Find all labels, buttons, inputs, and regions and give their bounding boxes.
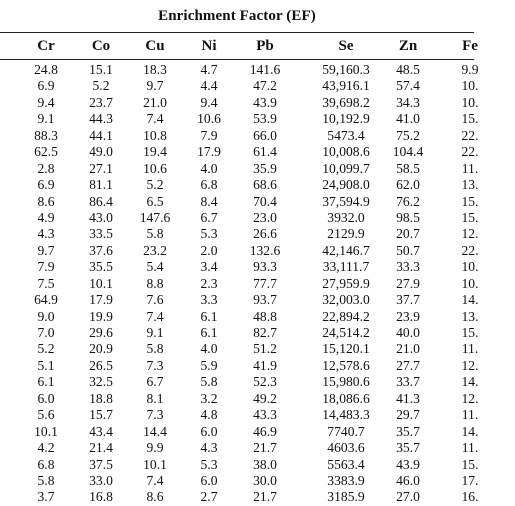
- cell-zn: 48.5: [396, 62, 420, 77]
- cell-se: 2129.9: [327, 226, 365, 242]
- cell-co: 18.8: [89, 390, 113, 406]
- cell-se: 37,594.9: [322, 193, 370, 209]
- cell-ni: 3.4: [200, 259, 218, 275]
- cell-zn: 37.7: [396, 292, 420, 308]
- cell-cr: 10.1: [34, 423, 58, 439]
- cell-se: 5563.4: [327, 456, 365, 472]
- cell-cu: 19.4: [143, 144, 167, 160]
- cell-cu: 5.8: [146, 341, 164, 357]
- cell-fe: 14.: [461, 374, 479, 390]
- table-row: [0, 423, 479, 440]
- cell-co: 15.1: [89, 62, 113, 77]
- cell-cu: 8.8: [146, 275, 164, 291]
- cell-pb: 35.9: [253, 160, 277, 176]
- cell-ni: 5.9: [200, 357, 218, 373]
- cell-zn: 21.0: [396, 341, 420, 357]
- cell-pb: 51.2: [253, 341, 277, 357]
- cell-se: 3185.9: [327, 489, 365, 505]
- cell-fe: 12.: [461, 390, 479, 406]
- cell-zn: 41.0: [396, 111, 420, 127]
- cell-cr: 4.9: [37, 209, 55, 225]
- table-row: [0, 407, 479, 423]
- cell-zn: 76.2: [396, 193, 420, 209]
- cell-fe: 16.: [461, 489, 479, 505]
- cell-co: 5.2: [92, 78, 110, 94]
- cell-cu: 10.1: [143, 456, 167, 472]
- cell-pb: 49.2: [253, 390, 277, 406]
- cell-ni: 5.3: [200, 456, 218, 472]
- cell-fe: 15.: [461, 325, 479, 340]
- cell-cu: 7.4: [146, 111, 164, 127]
- cell-pb: 41.9: [253, 357, 277, 373]
- cell-cr: 9.4: [37, 94, 55, 110]
- cell-co: 16.8: [89, 489, 113, 505]
- table-row: [0, 472, 479, 489]
- cell-ni: 6.0: [200, 423, 218, 439]
- cell-pb: 43.9: [253, 94, 277, 110]
- cell-cu: 147.6: [139, 209, 171, 225]
- cell-se: 7740.7: [327, 423, 365, 439]
- cell-zn: 75.2: [396, 127, 420, 143]
- column-header-ni: Ni: [201, 38, 217, 54]
- cell-zn: 50.7: [396, 242, 420, 258]
- cell-cu: 7.6: [146, 292, 164, 308]
- table-row: [0, 78, 479, 94]
- cell-pb: 43.3: [253, 407, 277, 423]
- cell-fe: 9.9: [461, 62, 479, 77]
- cell-co: 37.6: [89, 242, 113, 258]
- cell-cr: 7.0: [37, 325, 55, 340]
- table-row: [0, 177, 479, 193]
- cell-se: 22,894.2: [322, 308, 370, 324]
- cell-cu: 5.2: [146, 177, 164, 193]
- cell-fe: 13.: [461, 308, 479, 324]
- cell-fe: 10.: [461, 78, 479, 94]
- table-row: [0, 259, 479, 275]
- cell-cr: 88.3: [34, 127, 58, 143]
- cell-pb: 46.9: [253, 423, 277, 439]
- cell-se: 24,908.0: [322, 177, 370, 193]
- cell-fe: 11.: [461, 341, 479, 357]
- cell-zn: 40.0: [396, 325, 420, 340]
- cell-co: 17.9: [89, 292, 113, 308]
- cell-se: 10,192.9: [322, 111, 370, 127]
- column-header-zn: Zn: [398, 38, 418, 54]
- cell-se: 59,160.3: [322, 62, 370, 77]
- cell-se: 27,959.9: [322, 275, 370, 291]
- cell-ni: 9.4: [200, 94, 218, 110]
- column-header-cr: Cr: [37, 38, 55, 54]
- cell-cu: 9.1: [146, 325, 164, 340]
- cell-se: 4603.6: [327, 440, 365, 456]
- cell-pb: 82.7: [253, 325, 277, 340]
- cell-cu: 9.7: [146, 78, 164, 94]
- cell-cr: 5.8: [37, 472, 55, 488]
- cell-ni: 6.1: [200, 308, 218, 324]
- cell-co: 10.1: [89, 275, 113, 291]
- cell-se: 42,146.7: [322, 242, 370, 258]
- cell-zn: 27.0: [396, 489, 420, 505]
- cell-cr: 6.0: [37, 390, 55, 406]
- cell-ni: 4.3: [200, 440, 218, 456]
- table-row: [0, 226, 479, 242]
- cell-pb: 23.0: [253, 209, 277, 225]
- cell-cu: 14.4: [143, 423, 167, 439]
- cell-fe: 11.: [461, 440, 479, 456]
- cell-co: 21.4: [89, 440, 113, 456]
- cell-zn: 27.7: [396, 357, 420, 373]
- cell-zn: 27.9: [396, 275, 420, 291]
- cell-cr: 4.2: [37, 440, 55, 456]
- cell-cu: 10.6: [143, 160, 167, 176]
- cell-cu: 5.4: [146, 259, 164, 275]
- cell-pb: 30.0: [253, 472, 277, 488]
- cell-se: 15,120.1: [322, 341, 370, 357]
- cell-fe: 12.: [461, 357, 479, 373]
- cell-co: 43.0: [89, 209, 113, 225]
- cell-ni: 2.3: [200, 275, 218, 291]
- cell-cu: 10.8: [143, 127, 167, 143]
- table-row: [0, 242, 479, 259]
- cell-co: 86.4: [89, 193, 113, 209]
- cell-zn: 43.9: [396, 456, 420, 472]
- table-body: [0, 62, 479, 506]
- cell-zn: 62.0: [396, 177, 420, 193]
- cell-cr: 9.1: [37, 111, 55, 127]
- cell-zn: 98.5: [396, 209, 420, 225]
- cell-pb: 132.6: [249, 242, 281, 258]
- cell-cu: 7.4: [146, 308, 164, 324]
- table-row: [0, 374, 479, 390]
- table-row: [0, 440, 479, 456]
- cell-co: 49.0: [89, 144, 113, 160]
- cell-fe: 14.: [461, 292, 479, 308]
- cell-cu: 5.8: [146, 226, 164, 242]
- cell-se: 5473.4: [327, 127, 365, 143]
- cell-cu: 7.3: [146, 357, 164, 373]
- cell-ni: 3.3: [200, 292, 218, 308]
- table-row: [0, 325, 479, 341]
- cell-se: 12,578.6: [322, 357, 370, 373]
- table-row: [0, 144, 479, 160]
- cell-co: 35.5: [89, 259, 113, 275]
- table-row: [0, 62, 479, 78]
- cell-pb: 141.6: [249, 62, 281, 77]
- cell-fe: 15.: [461, 111, 479, 127]
- cell-zn: 57.4: [396, 78, 420, 94]
- cell-pb: 21.7: [253, 440, 277, 456]
- cell-ni: 6.0: [200, 472, 218, 488]
- cell-co: 20.9: [89, 341, 113, 357]
- cell-zn: 41.3: [396, 390, 420, 406]
- cell-fe: 12.: [461, 226, 479, 242]
- cell-cr: 8.6: [37, 193, 55, 209]
- cell-co: 44.3: [89, 111, 113, 127]
- cell-cr: 5.6: [37, 407, 55, 423]
- cell-fe: 22.: [461, 242, 479, 258]
- cell-co: 33.5: [89, 226, 113, 242]
- table-row: [0, 341, 479, 357]
- cell-pb: 61.4: [253, 144, 277, 160]
- cell-ni: 4.8: [200, 407, 218, 423]
- cell-co: 15.7: [89, 407, 113, 423]
- cell-cr: 7.9: [37, 259, 55, 275]
- cell-cr: 3.7: [37, 489, 55, 505]
- cell-zn: 33.3: [396, 259, 420, 275]
- cell-se: 33,111.7: [322, 259, 370, 275]
- cell-ni: 17.9: [197, 144, 221, 160]
- cell-cu: 7.4: [146, 472, 164, 488]
- cell-zn: 104.4: [392, 144, 424, 160]
- cell-pb: 21.7: [253, 489, 277, 505]
- cell-fe: 22.: [461, 144, 479, 160]
- cell-fe: 10.: [461, 275, 479, 291]
- table-row: [0, 111, 479, 127]
- cell-co: 37.5: [89, 456, 113, 472]
- table-row: [0, 489, 479, 505]
- cell-cu: 8.1: [146, 390, 164, 406]
- cell-co: 19.9: [89, 308, 113, 324]
- table-row: [0, 127, 479, 144]
- cell-co: 26.5: [89, 357, 113, 373]
- table-title: Enrichment Factor (EF): [158, 8, 316, 24]
- cell-co: 81.1: [89, 177, 113, 193]
- table-row: [0, 456, 479, 473]
- cell-fe: 15.: [461, 209, 479, 225]
- cell-ni: 4.0: [200, 341, 218, 357]
- cell-se: 3932.0: [327, 209, 365, 225]
- cell-ni: 7.9: [200, 127, 218, 143]
- table-row: [0, 308, 479, 325]
- cell-cr: 24.8: [34, 62, 58, 77]
- header-top-rule: [0, 32, 474, 33]
- cell-zn: 33.7: [396, 374, 420, 390]
- cell-se: 18,086.6: [322, 390, 370, 406]
- column-header-pb: Pb: [256, 38, 274, 54]
- cell-cr: 6.8: [37, 456, 55, 472]
- cell-fe: 13.: [461, 177, 479, 193]
- cell-fe: 17.: [461, 472, 479, 488]
- table-row: [0, 209, 479, 226]
- column-header-fe: Fe: [462, 38, 478, 54]
- cell-cr: 62.5: [34, 144, 58, 160]
- cell-cu: 8.6: [146, 489, 164, 505]
- cell-cu: 21.0: [143, 94, 167, 110]
- cell-cr: 64.9: [34, 292, 58, 308]
- cell-zn: 35.7: [396, 440, 420, 456]
- cell-pb: 77.7: [253, 275, 277, 291]
- cell-cr: 4.3: [37, 226, 55, 242]
- cell-co: 32.5: [89, 374, 113, 390]
- cell-pb: 52.3: [253, 374, 277, 390]
- cell-zn: 23.9: [396, 308, 420, 324]
- cell-zn: 46.0: [396, 472, 420, 488]
- cell-cr: 6.9: [37, 78, 55, 94]
- cell-ni: 4.4: [200, 78, 218, 94]
- cell-pb: 47.2: [253, 78, 277, 94]
- cell-cr: 2.8: [37, 160, 55, 176]
- cell-co: 43.4: [89, 423, 113, 439]
- cell-cr: 7.5: [37, 275, 55, 291]
- table-row: [0, 160, 479, 177]
- cell-cu: 7.3: [146, 407, 164, 423]
- cell-se: 24,514.2: [322, 325, 370, 340]
- table-row: [0, 390, 479, 407]
- cell-ni: 2.7: [200, 489, 218, 505]
- cell-cu: 18.3: [143, 62, 167, 77]
- cell-pb: 26.6: [253, 226, 277, 242]
- cell-cu: 6.7: [146, 374, 164, 390]
- cell-co: 44.1: [89, 127, 113, 143]
- cell-fe: 10.: [461, 259, 479, 275]
- cell-zn: 20.7: [396, 226, 420, 242]
- cell-pb: 38.0: [253, 456, 277, 472]
- column-header-cu: Cu: [145, 38, 165, 54]
- cell-se: 15,980.6: [322, 374, 370, 390]
- cell-pb: 68.6: [253, 177, 277, 193]
- table-row: [0, 193, 479, 210]
- cell-se: 10,008.6: [322, 144, 370, 160]
- column-header-co: Co: [91, 38, 111, 54]
- cell-se: 32,003.0: [322, 292, 370, 308]
- cell-zn: 58.5: [396, 160, 420, 176]
- cell-se: 14,483.3: [322, 407, 370, 423]
- cell-ni: 8.4: [200, 193, 218, 209]
- cell-co: 33.0: [89, 472, 113, 488]
- header-bottom-rule: [0, 59, 474, 60]
- cell-se: 43,916.1: [322, 78, 370, 94]
- cell-fe: 15.: [461, 193, 479, 209]
- cell-pb: 53.9: [253, 111, 277, 127]
- cell-zn: 34.3: [396, 94, 420, 110]
- cell-ni: 3.2: [200, 390, 218, 406]
- cell-se: 10,099.7: [322, 160, 370, 176]
- cell-cu: 23.2: [143, 242, 167, 258]
- cell-pb: 66.0: [253, 127, 277, 143]
- cell-se: 39,698.2: [322, 94, 370, 110]
- cell-pb: 93.3: [253, 259, 277, 275]
- cell-fe: 14.: [461, 423, 479, 439]
- cell-fe: 15.: [461, 456, 479, 472]
- cell-zn: 35.7: [396, 423, 420, 439]
- cell-zn: 29.7: [396, 407, 420, 423]
- table-row: [0, 357, 479, 374]
- cell-ni: 5.8: [200, 374, 218, 390]
- cell-cu: 6.5: [146, 193, 164, 209]
- cell-fe: 11.: [461, 407, 479, 423]
- column-header-se: Se: [338, 38, 354, 54]
- table-row: [0, 292, 479, 308]
- cell-fe: 22.: [461, 127, 479, 143]
- cell-ni: 4.0: [200, 160, 218, 176]
- cell-se: 3383.9: [327, 472, 365, 488]
- cell-pb: 93.7: [253, 292, 277, 308]
- table-row: [0, 94, 479, 111]
- cell-cu: 9.9: [146, 440, 164, 456]
- cell-co: 29.6: [89, 325, 113, 340]
- cell-cr: 9.0: [37, 308, 55, 324]
- cell-ni: 6.1: [200, 325, 218, 340]
- cell-cr: 5.2: [37, 341, 55, 357]
- cell-ni: 5.3: [200, 226, 218, 242]
- cell-ni: 2.0: [200, 242, 218, 258]
- cell-fe: 11.: [461, 160, 479, 176]
- cell-cr: 5.1: [37, 357, 55, 373]
- cell-ni: 10.6: [197, 111, 221, 127]
- cell-pb: 70.4: [253, 193, 277, 209]
- cell-cr: 6.1: [37, 374, 55, 390]
- cell-ni: 6.7: [200, 209, 218, 225]
- cell-fe: 10.: [461, 94, 479, 110]
- cell-ni: 6.8: [200, 177, 218, 193]
- cell-co: 23.7: [89, 94, 113, 110]
- cell-cr: 9.7: [37, 242, 55, 258]
- table-row: [0, 275, 479, 292]
- cell-co: 27.1: [89, 160, 113, 176]
- column-header-row: [0, 36, 478, 58]
- cell-ni: 4.7: [200, 62, 218, 77]
- cell-pb: 48.8: [253, 308, 277, 324]
- cell-cr: 6.9: [37, 177, 55, 193]
